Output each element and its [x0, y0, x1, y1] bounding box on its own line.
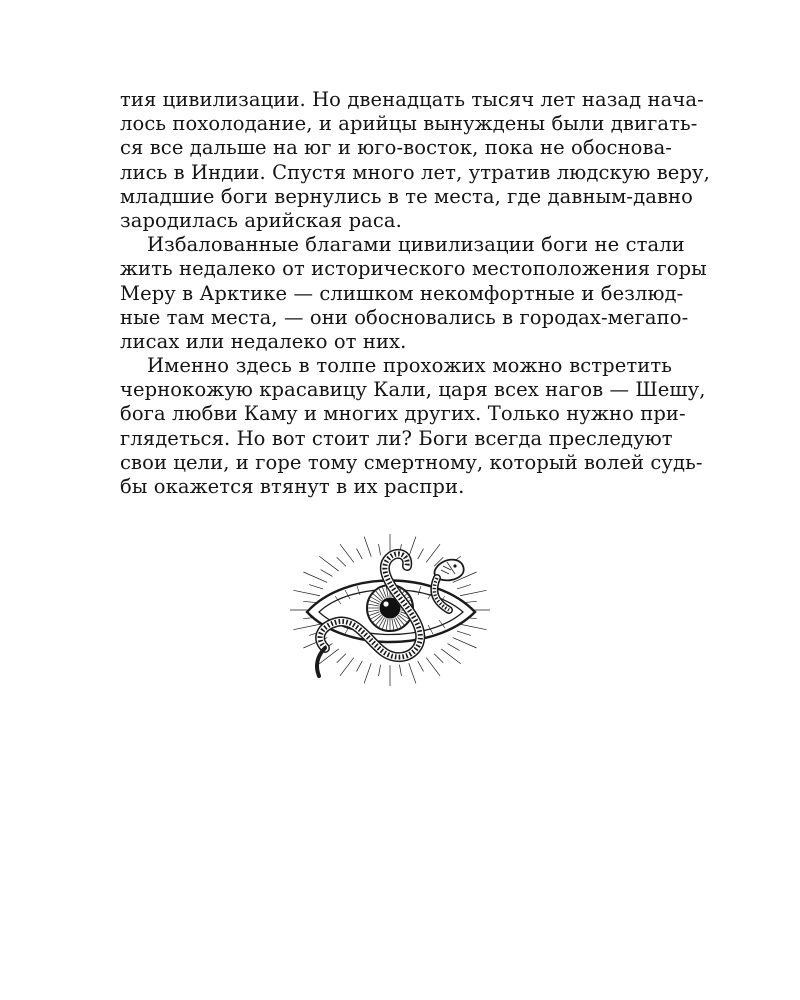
ray — [434, 654, 443, 663]
text-line: чернокожую красавицу Кали, царя всех нагов — Шешу, — [120, 378, 706, 402]
ray — [457, 585, 471, 589]
text-line: ся все дальше на юг и юго-восток, пока не обоснова- — [120, 136, 672, 160]
text-line: зародилась арийская раса. — [120, 208, 402, 232]
ray — [364, 537, 371, 557]
ray — [357, 661, 363, 672]
text-line: бога любви Каму и многих других. Только нужно при- — [120, 402, 686, 426]
ray — [293, 590, 320, 595]
text-line: лисах или недалеко от них. — [120, 329, 407, 353]
text-line: свои цели, и горе тому смертному, который волей судь- — [120, 450, 703, 474]
ray — [303, 572, 327, 582]
ray — [337, 654, 346, 663]
body-text — [120, 88, 710, 499]
ray — [418, 661, 424, 672]
text-line: глядеться. Но вот стоит ли? Боги всегда преследуют — [120, 426, 673, 450]
ray — [309, 585, 323, 589]
ray — [321, 570, 333, 577]
ray — [453, 638, 477, 648]
ray — [340, 658, 354, 676]
text-line: лись в Индии. Спустя много лет, утратив людскую веру, — [120, 160, 710, 184]
ray — [441, 649, 460, 664]
ray — [460, 624, 487, 629]
ray — [293, 624, 320, 629]
ray — [460, 590, 487, 595]
ray — [448, 644, 460, 651]
ray — [426, 544, 440, 562]
ray — [418, 549, 424, 560]
text-line: ные там места, — они обосновались в городах-мегапо- — [120, 305, 689, 329]
serpent-tail — [317, 648, 325, 676]
text-line: Меру в Арктике — слишком некомфортные и безлюд- — [120, 281, 684, 305]
ray — [357, 549, 363, 560]
text-line: тия цивилизации. Но двенадцать тысяч лет назад нача- — [120, 88, 704, 111]
ray — [399, 665, 401, 676]
text-line: Именно здесь в толпе прохожих можно встретить — [147, 354, 672, 378]
ray — [426, 658, 440, 676]
text-line: бы окажется втянут в их распри. — [120, 475, 465, 498]
ray — [457, 631, 471, 635]
text-line: младшие боги вернулись в те места, где давным-давно — [120, 184, 693, 208]
serpent-eye — [453, 564, 456, 567]
ray — [319, 556, 338, 571]
text-line: лось похолодание, и арийцы вынуждены были двигать- — [120, 112, 698, 136]
pupil-highlight — [383, 601, 388, 606]
ray — [337, 557, 346, 566]
text-line: Избалованные благами цивилизации боги не стали — [147, 233, 685, 257]
eye-serpent-icon — [285, 530, 495, 690]
ray — [379, 665, 381, 676]
ray — [379, 544, 381, 555]
ray — [364, 663, 371, 683]
ray — [409, 663, 416, 683]
ray — [340, 544, 354, 562]
text-line: жить недалеко от исторического местоположения горы — [120, 257, 707, 281]
ray — [409, 537, 416, 557]
